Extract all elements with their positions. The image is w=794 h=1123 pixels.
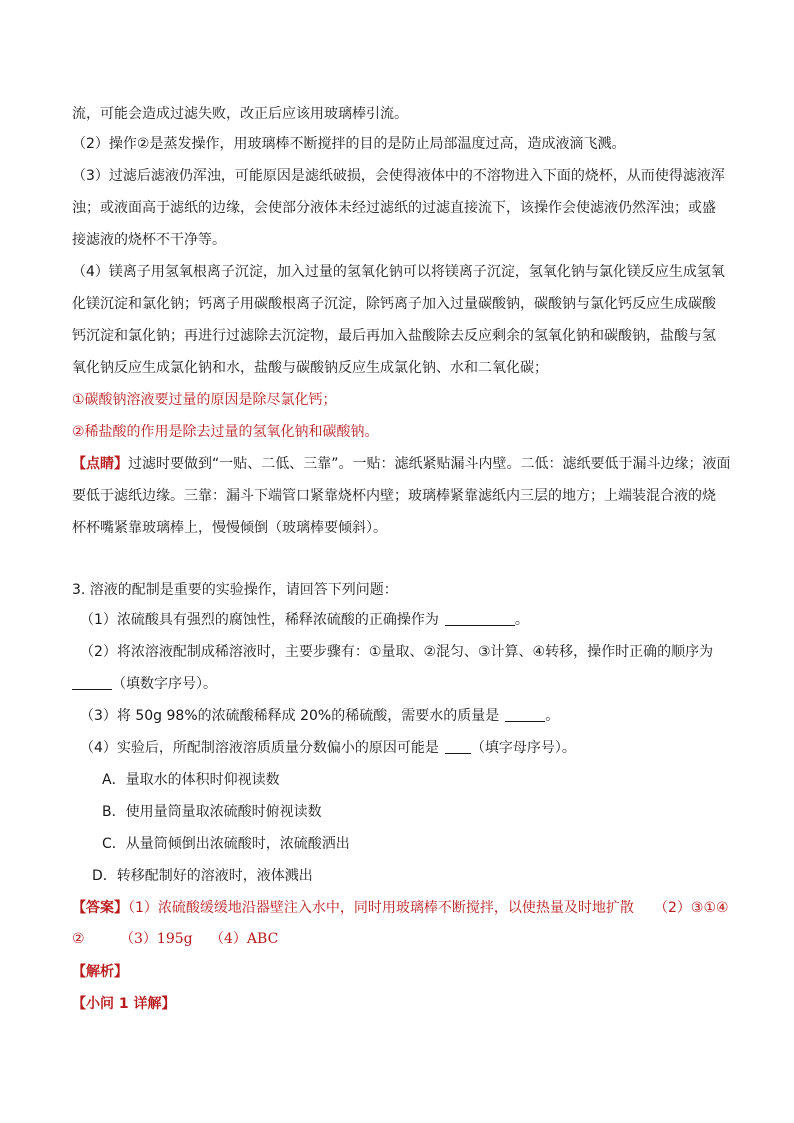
option-d: D．转移配制好的溶液时，液体溅出 xyxy=(92,868,313,884)
tip-line: 要低于滤纸边缘。三靠：漏斗下端管口紧靠烧杯内壁；玻璃棒紧靠滤纸内三层的地方；上端装混合液的烧 xyxy=(72,488,716,504)
answer-part-2: （2）③①④ xyxy=(654,900,729,916)
analysis-q3-line: 浊；或液面高于滤纸的边缘，会使部分液体未经过滤纸的过滤直接流下，该操作会使滤液仍然浑浊；或盛 xyxy=(72,200,716,216)
option-c: C．从量筒倾倒出浓硫酸时，浓硫酸洒出 xyxy=(102,836,350,852)
tip-line: 杯杯嘴紧靠玻璃棒上，慢慢倾倒（玻璃棒要倾斜）。 xyxy=(72,520,387,536)
option-a: A．量取水的体积时仰视读数 xyxy=(102,772,280,788)
part-1-text: （1）浓硫酸具有强烈的腐蚀性，稀释浓硫酸的正确操作为 xyxy=(80,612,439,628)
question-part-4 xyxy=(80,738,576,758)
analysis-line: 流，可能会造成过滤失败，改正后应该用玻璃棒引流。 xyxy=(72,106,408,122)
answer-part-4: （4）ABC xyxy=(210,931,279,947)
question-stem: 3. 溶液的配制是重要的实验操作，请回答下列问题： xyxy=(72,582,398,598)
question-part-2-cont xyxy=(72,674,217,694)
tip-text: 过滤时要做到“一贴、二低、三靠”。一贴：滤纸紧贴漏斗内壁。二低：滤纸要低于漏斗边缘；液面 xyxy=(128,456,731,472)
answer-blank xyxy=(445,611,515,626)
answer-label: 【答案】 xyxy=(72,900,128,916)
analysis-q4-line: 化镁沉淀和氯化钠；钙离子用碳酸根离子沉淀，除钙离子加入过量碳酸钠，碳酸钠与氯化钙反应生成碳酸 xyxy=(72,296,716,312)
analysis-q4-answer: ②稀盐酸的作用是除去过量的氢氧化钠和碳酸钠。 xyxy=(72,424,379,440)
answer-blank xyxy=(505,707,545,722)
option-b: B．使用量筒量取浓硫酸时俯视读数 xyxy=(102,804,322,820)
tip-label: 【点睛】 xyxy=(72,456,128,472)
part-1-end: 。 xyxy=(514,612,529,628)
analysis-q4-answer: ①碳酸钠溶液要过量的原因是除尽氯化钙； xyxy=(72,392,337,408)
question-part-1 xyxy=(80,610,529,630)
analysis-q4-line: （4）镁离子用氢氧根离子沉淀，加入过量的氢氧化钠可以将镁离子沉淀，氢氧化钠与氯化镁反应生成氢氧 xyxy=(72,264,725,280)
answer-blank xyxy=(72,675,112,690)
analysis-q4-line: 钙沉淀和氯化钠；再进行过滤除去沉淀物，最后再加入盐酸除去反应剩余的氢氧化钠和碳酸钠，盐酸与氢 xyxy=(72,328,716,344)
part-4-text: （4）实验后，所配制溶液溶质质量分数偏小的原因可能是 xyxy=(80,740,439,756)
analysis-q2: （2）操作②是蒸发操作，用玻璃棒不断搅拌的目的是防止局部温度过高，造成液滴飞溅。 xyxy=(72,136,626,152)
answer-blank xyxy=(445,739,471,754)
tip-line xyxy=(72,454,731,474)
answer-line xyxy=(72,898,634,918)
analysis-q3-line: （3）过滤后滤液仍浑浊，可能原因是滤纸破损，会使得液体中的不溶物进入下面的烧杯，从而使得滤液浑 xyxy=(72,168,725,184)
analysis-q4-line: 氧化钠反应生成氯化钠和水，盐酸与碳酸钠反应生成氯化钠、水和二氧化碳； xyxy=(72,360,548,376)
analysis-q3-line: 接滤液的烧杯不干净等。 xyxy=(72,232,226,248)
part-2-end: （填数字序号）。 xyxy=(112,676,217,692)
question-part-3 xyxy=(80,706,559,726)
answer-part-2-cont: ② xyxy=(72,931,85,947)
answer-text: （1）浓硫酸缓缓地沿器壁注入水中，同时用玻璃棒不断搅拌，以使热量及时地扩散 xyxy=(128,900,634,916)
answer-part-3: （3）195g xyxy=(120,931,193,947)
part-3-text: （3）将 50g 98%的浓硫酸稀释成 20%的稀硫酸，需要水的质量是 xyxy=(80,708,500,724)
question-part-2: （2）将浓溶液配制成稀溶液时，主要步骤有：①量取、②混匀、③计算、④转移，操作时正确的顺序为 xyxy=(80,644,714,660)
sub-question-heading: 【小问 1 详解】 xyxy=(72,996,176,1012)
part-3-end: 。 xyxy=(545,708,560,724)
analysis-heading: 【解析】 xyxy=(72,964,128,980)
part-4-end: （填字母序号）。 xyxy=(470,740,576,756)
